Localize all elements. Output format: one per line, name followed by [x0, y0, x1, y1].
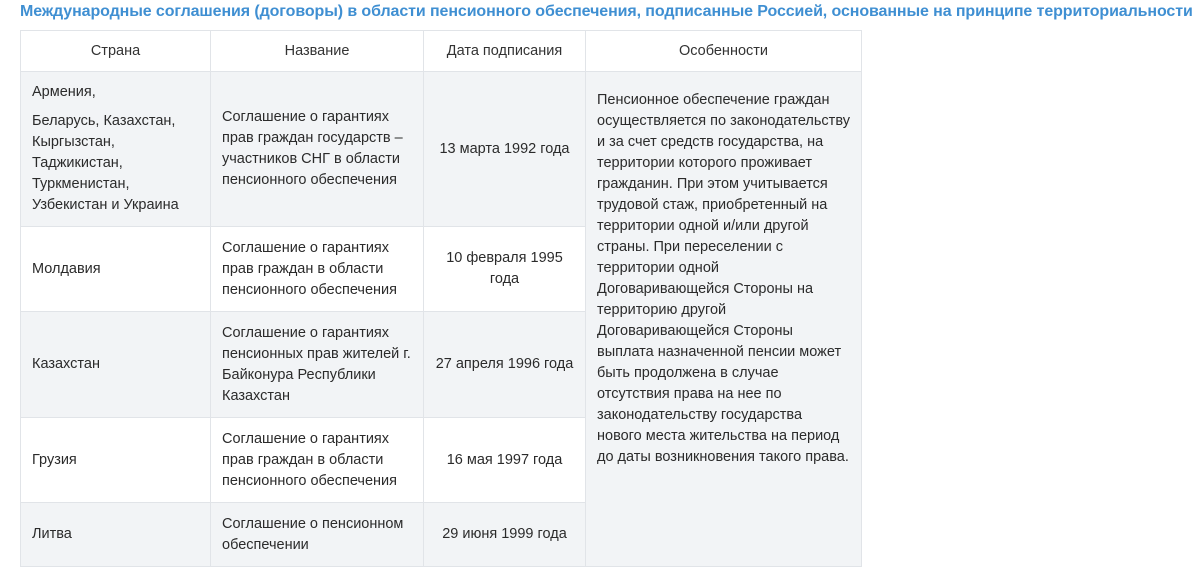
signing-date-cell: 29 июня 1999 года	[424, 503, 586, 567]
country-cell: Молдавия	[21, 227, 211, 312]
table-row	[21, 72, 862, 227]
agreements-table	[20, 30, 862, 567]
header-date: Дата подписания	[424, 31, 586, 72]
signing-date-cell: 27 апреля 1996 года	[424, 312, 586, 418]
signing-date-cell: 13 марта 1992 года	[424, 72, 586, 227]
country-line: Беларусь, Казахстан,	[32, 113, 176, 129]
country-line: Армения,	[32, 84, 96, 100]
header-name: Название	[211, 31, 424, 72]
country-cell: Литва	[21, 503, 211, 567]
signing-date-cell: 10 февраля 1995 года	[424, 227, 586, 312]
agreement-name-cell: Соглашение о гарантиях прав граждан в области пенсионного обеспечения	[211, 418, 424, 503]
country-cell	[21, 72, 211, 227]
agreement-name-cell: Соглашение о гарантиях прав граждан государств – участников СНГ в области пенсионного обеспечения	[211, 72, 424, 227]
agreement-name-cell: Соглашение о гарантиях прав граждан в области пенсионного обеспечения	[211, 227, 424, 312]
header-features: Особенности	[586, 31, 862, 72]
page-title: Международные соглашения (договоры) в области пенсионного обеспечения, подписанные Россией, основанные на принципе территориальности	[20, 3, 1193, 20]
features-cell: Пенсионное обеспечение граждан осуществляется по законодательству и за счет средств государства, на территории которого проживает гражданин. При этом учитывается трудовой стаж, приобретенный на территории одной и/или другой страны. При переселении с территории одной Договаривающейся Стороны на территорию другой Договаривающейся Стороны выплата назначенной пенсии может быть продолжена в случае отсутствия права на нее по законодательству государства нового места жительства на период до даты возникновения такого права.	[586, 72, 862, 567]
country-cell: Грузия	[21, 418, 211, 503]
country-cell: Казахстан	[21, 312, 211, 418]
country-line: Узбекистан и Украина	[32, 197, 179, 213]
header-country: Страна	[21, 31, 211, 72]
country-line: Таджикистан,	[32, 155, 123, 171]
signing-date-cell: 16 мая 1997 года	[424, 418, 586, 503]
country-line: Туркменистан,	[32, 176, 130, 192]
header-row	[21, 31, 862, 72]
country-line: Кыргызстан,	[32, 134, 115, 150]
agreement-name-cell: Соглашение о пенсионном обеспечении	[211, 503, 424, 567]
agreement-name-cell: Соглашение о гарантиях пенсионных прав жителей г. Байконура Республики Казахстан	[211, 312, 424, 418]
